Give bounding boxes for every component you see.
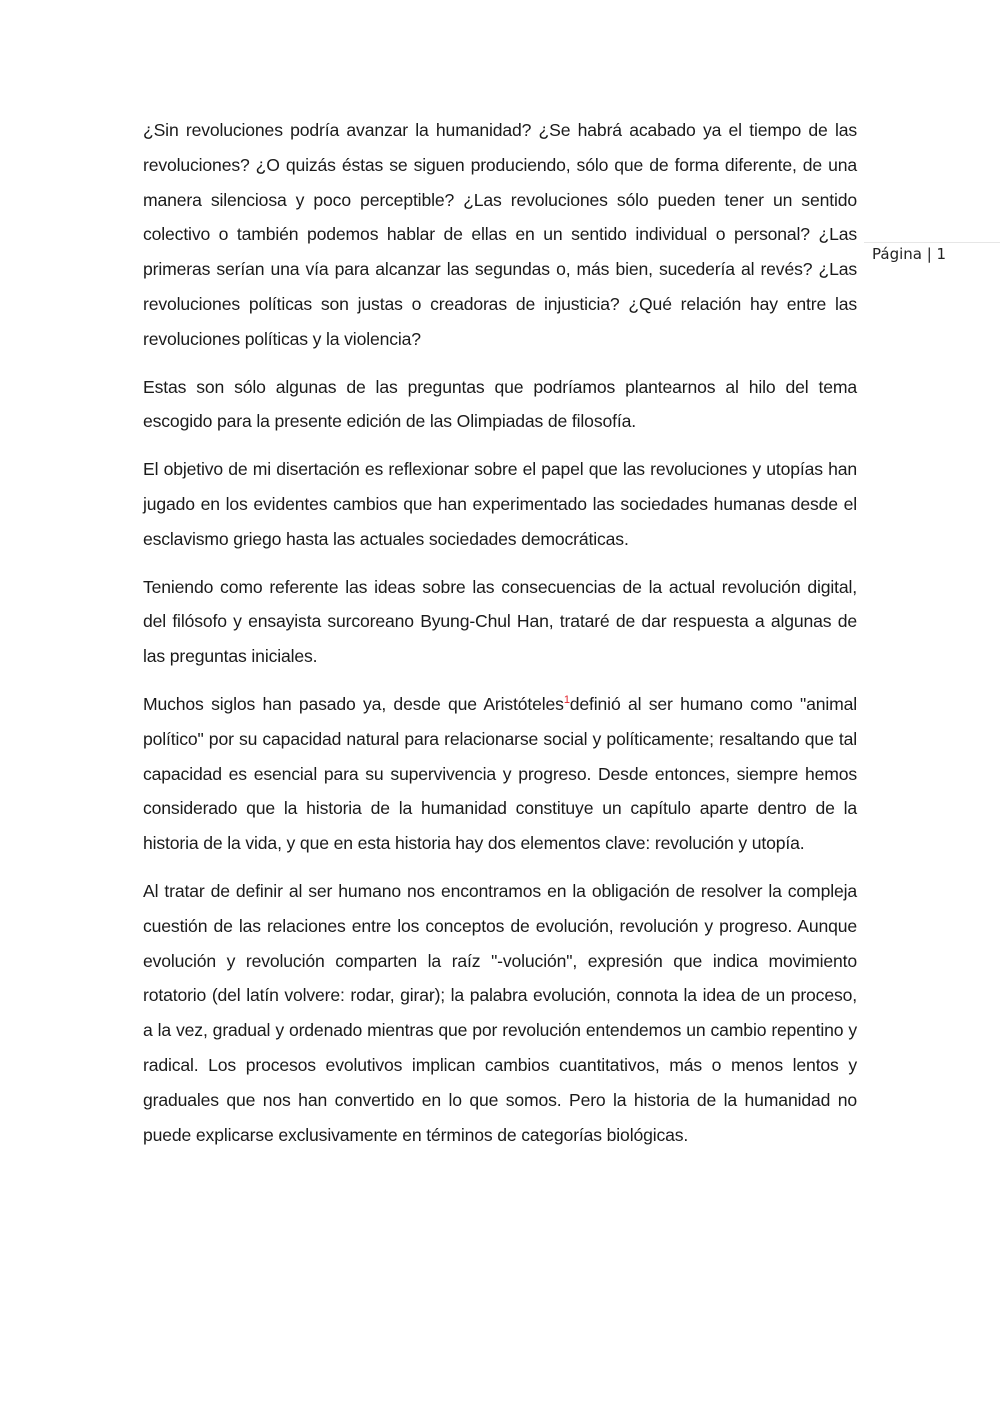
paragraph-intro-questions: ¿Sin revoluciones podría avanzar la humanidad? ¿Se habrá acabado ya el tiempo de las revoluciones? ¿O quizás éstas se siguen produciendo, sólo que de forma diferente, de una manera silenciosa y poco perceptible? ¿Las revoluciones sólo pueden tener un sentido colectivo o también podemos hablar de ellas en un sentido individual o personal? ¿Las primeras serían una vía para alcanzar las segundas o, más bien, sucedería al revés? ¿Las revoluciones políticas son justas o creadoras de injusticia? ¿Qué relación hay entre las revoluciones políticas y la violencia? (143, 120, 857, 349)
paragraph-evolution-revolution: Al tratar de definir al ser humano nos encontramos en la obligación de resolver la compleja cuestión de las relaciones entre los conceptos de evolución, revolución y progreso. Aunque evolución y revolución comparten la raíz "-volución", expresión que indica movimiento rotatorio (del latín volvere: rodar, girar); la palabra evolución, connota la idea de un proceso, a la vez, gradual y ordenado mientras que por revolución entendemos un cambio repentino y radical. Los procesos evolutivos implican cambios cuantitativos, más o menos lentos y graduales que nos han convertido en lo que somos. Pero la historia de la humanidad no puede explicarse exclusivamente en términos de categorías biológicas. (143, 880, 857, 1145)
footnote-reference[interactable]: 1 (563, 694, 570, 707)
paragraph-objective: El objetivo de mi disertación es reflexionar sobre el papel que las revoluciones y utopías han jugado en los evidentes cambios que han experimentado las sociedades humanas desde el esclavismo griego hasta las actuales sociedades democráticas. (143, 459, 857, 549)
paragraph-olympiad-topic: Estas son sólo algunas de las preguntas que podríamos plantearnos al hilo del tema escogido para la presente edición de las Olimpiadas de filosofía. (143, 376, 857, 432)
paragraph-aristotle (143, 687, 857, 861)
paragraph-aristotle-end: definió al ser humano como "animal político" por su capacidad natural para relacionarse social y políticamente; resaltando que tal capacidad es esencial para su supervivencia y progreso. Desde entonces, siempre hemos considerado que la historia de la humanidad constituye un capítulo aparte dentro de la historia de la vida, y que en esta historia hay dos elementos clave: revolución y utopía. (143, 693, 857, 854)
paragraph-aristotle-start: Muchos siglos han pasado ya, desde que Aristóteles (143, 693, 564, 714)
page-number: Página | 1 (872, 245, 947, 263)
document-body (143, 113, 857, 1152)
page-number-divider (864, 242, 1000, 243)
paragraph-byung-chul-han: Teniendo como referente las ideas sobre las consecuencias de la actual revolución digital, del filósofo y ensayista surcoreano Byung-Chul Han, trataré de dar respuesta a algunas de las preguntas iniciales. (143, 576, 857, 667)
